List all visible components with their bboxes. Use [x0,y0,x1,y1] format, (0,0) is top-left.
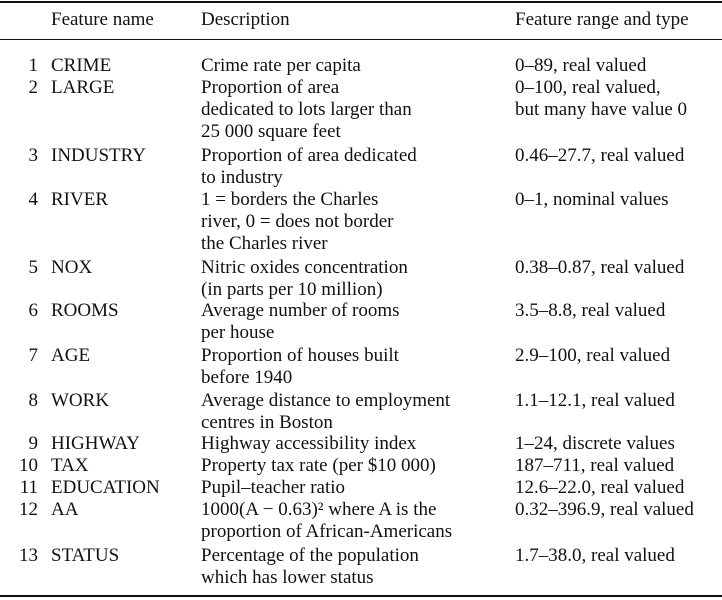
feature-name: CRIME [51,55,112,76]
table-bottom-rule [0,595,722,597]
row-number: 3 [28,145,38,166]
header-description: Description [201,9,290,30]
feature-range: 0.38–0.87, real valued [515,257,685,278]
feature-range: 12.6–22.0, real valued [515,477,685,498]
table-top-rule [0,1,722,3]
feature-name: AA [51,499,79,520]
feature-description: Property tax rate (per $10 000) [201,455,436,476]
feature-name: HIGHWAY [51,433,141,454]
feature-range: 3.5–8.8, real valued [515,300,666,321]
feature-name: LARGE [51,77,115,98]
feature-range: 2.9–100, real valued [515,345,671,366]
table-header-rule [0,39,722,40]
feature-description: Proportion of area dedicated to lots larger than 25 000 square feet [201,77,412,142]
feature-description: 1 = borders the Charles river, 0 = does not border the Charles river [201,189,394,254]
feature-name: AGE [51,345,91,366]
feature-name: STATUS [51,545,120,566]
feature-range: 0–100, real valued, but many have value 0 [515,77,688,120]
feature-description: Proportion of area dedicated to industry [201,145,417,188]
row-number: 4 [28,189,38,210]
feature-description: Crime rate per capita [201,55,361,76]
feature-name: RIVER [51,189,108,210]
feature-description: Highway accessibility index [201,433,417,454]
row-number: 10 [19,455,38,476]
feature-name: EDUCATION [51,477,160,498]
feature-description: Average number of rooms per house [201,300,400,343]
row-number: 13 [19,545,38,566]
row-number: 1 [28,55,38,76]
feature-description: Percentage of the population which has lower status [201,545,419,588]
feature-range: 0–1, nominal values [515,189,669,210]
feature-description: Nitric oxides concentration (in parts per 10 million) [201,257,408,300]
feature-name: WORK [51,390,110,411]
row-number: 12 [19,499,38,520]
feature-name: NOX [51,257,93,278]
feature-range: 0–89, real valued [515,55,647,76]
row-number: 6 [28,300,38,321]
feature-name: INDUSTRY [51,145,147,166]
feature-description: Proportion of houses built before 1940 [201,345,399,388]
row-number: 8 [28,390,38,411]
row-number: 5 [28,257,38,278]
feature-name: TAX [51,455,89,476]
header-feature-name: Feature name [51,9,154,30]
feature-range: 0.46–27.7, real valued [515,145,685,166]
row-number: 9 [28,433,38,454]
header-feature-range: Feature range and type [515,9,689,30]
feature-range: 1–24, discrete values [515,433,675,454]
feature-range: 1.1–12.1, real valued [515,390,675,411]
feature-description: 1000(A − 0.63)² where A is the proportion of African-Americans [201,499,453,542]
row-number: 11 [19,477,38,498]
feature-description: Pupil–teacher ratio [201,477,346,498]
feature-range: 0.32–396.9, real valued [515,499,694,520]
feature-name: ROOMS [51,300,119,321]
row-number: 7 [28,345,38,366]
row-number: 2 [28,77,38,98]
feature-range: 1.7–38.0, real valued [515,545,675,566]
feature-range: 187–711, real valued [515,455,675,476]
feature-description: Average distance to employment centres in Boston [201,390,451,433]
